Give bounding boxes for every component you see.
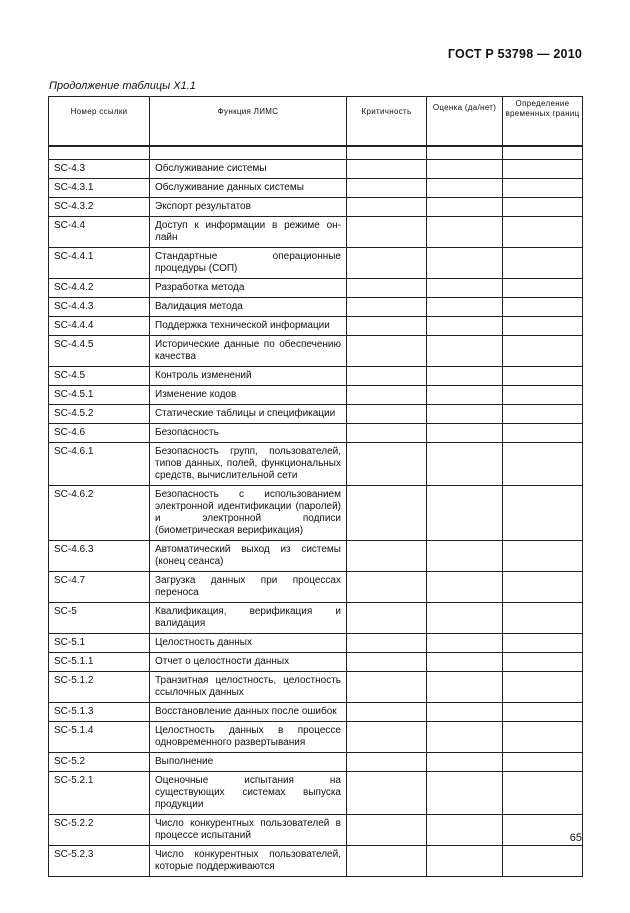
function-cell: Обслуживание системы bbox=[150, 160, 347, 179]
ref-number-cell: SC-5.1.2 bbox=[49, 672, 150, 703]
function-cell: Разработка метода bbox=[150, 279, 347, 298]
table-row bbox=[49, 424, 583, 443]
function-cell: Выполнение bbox=[150, 753, 347, 772]
criticality-cell[interactable] bbox=[347, 703, 427, 722]
separator-cell bbox=[347, 146, 427, 160]
table-row bbox=[49, 386, 583, 405]
time-bounds-cell[interactable] bbox=[503, 179, 583, 198]
table-row bbox=[49, 317, 583, 336]
ref-number-cell: SC-4.4.4 bbox=[49, 317, 150, 336]
ref-number-cell: SC-5.1.3 bbox=[49, 703, 150, 722]
time-bounds-cell[interactable] bbox=[503, 753, 583, 772]
criticality-cell[interactable] bbox=[347, 815, 427, 846]
ref-number-cell: SC-5 bbox=[49, 603, 150, 634]
evaluation-cell[interactable] bbox=[427, 336, 503, 367]
criticality-cell[interactable] bbox=[347, 753, 427, 772]
criticality-cell[interactable] bbox=[347, 846, 427, 877]
criticality-cell[interactable] bbox=[347, 634, 427, 653]
table-row bbox=[49, 703, 583, 722]
function-cell: Безопасность групп, пользователей, типов данных, полей, функциональных средств, вычислительной сети bbox=[150, 443, 347, 486]
evaluation-cell[interactable] bbox=[427, 541, 503, 572]
table-row bbox=[49, 336, 583, 367]
criticality-cell[interactable] bbox=[347, 217, 427, 248]
evaluation-cell[interactable] bbox=[427, 386, 503, 405]
table-row bbox=[49, 603, 583, 634]
ref-number-cell: SC-4.4.5 bbox=[49, 336, 150, 367]
criticality-cell[interactable] bbox=[347, 248, 427, 279]
table-row bbox=[49, 248, 583, 279]
table-row bbox=[49, 198, 583, 217]
criticality-cell[interactable] bbox=[347, 317, 427, 336]
time-bounds-cell[interactable] bbox=[503, 405, 583, 424]
table-row bbox=[49, 753, 583, 772]
table-row bbox=[49, 572, 583, 603]
table-body bbox=[49, 160, 583, 877]
criticality-cell[interactable] bbox=[347, 386, 427, 405]
time-bounds-cell[interactable] bbox=[503, 603, 583, 634]
function-cell: Безопасность с использованием электронной идентификации (паролей) и электронной подписи (биометрическая верификация) bbox=[150, 486, 347, 541]
evaluation-cell[interactable] bbox=[427, 248, 503, 279]
criticality-cell[interactable] bbox=[347, 653, 427, 672]
function-cell: Поддержка технической информации bbox=[150, 317, 347, 336]
criticality-cell[interactable] bbox=[347, 486, 427, 541]
table-caption: Продолжение таблицы X1.1 bbox=[49, 80, 196, 92]
ref-number-cell: SC-4.4.2 bbox=[49, 279, 150, 298]
ref-number-cell: SC-5.1.1 bbox=[49, 653, 150, 672]
ref-number-cell: SC-4.7 bbox=[49, 572, 150, 603]
ref-number-cell: SC-5.1 bbox=[49, 634, 150, 653]
ref-number-cell: SC-4.4.1 bbox=[49, 248, 150, 279]
time-bounds-cell[interactable] bbox=[503, 160, 583, 179]
table-row bbox=[49, 672, 583, 703]
time-bounds-cell[interactable] bbox=[503, 279, 583, 298]
column-header-function: Функция ЛИМС bbox=[150, 97, 347, 147]
function-cell: Контроль изменений bbox=[150, 367, 347, 386]
time-bounds-cell[interactable] bbox=[503, 486, 583, 541]
ref-number-cell: SC-4.6.1 bbox=[49, 443, 150, 486]
table-row bbox=[49, 179, 583, 198]
time-bounds-cell[interactable] bbox=[503, 248, 583, 279]
ref-number-cell: SC-4.5.1 bbox=[49, 386, 150, 405]
evaluation-cell[interactable] bbox=[427, 405, 503, 424]
time-bounds-cell[interactable] bbox=[503, 672, 583, 703]
evaluation-cell[interactable] bbox=[427, 367, 503, 386]
table-row bbox=[49, 367, 583, 386]
separator-cell bbox=[427, 146, 503, 160]
column-header-evaluation: Оценка (да/нет) bbox=[427, 97, 503, 147]
function-cell: Валидация метода bbox=[150, 298, 347, 317]
evaluation-cell[interactable] bbox=[427, 179, 503, 198]
criticality-cell[interactable] bbox=[347, 722, 427, 753]
time-bounds-cell[interactable] bbox=[503, 198, 583, 217]
criticality-cell[interactable] bbox=[347, 367, 427, 386]
table-row bbox=[49, 653, 583, 672]
time-bounds-cell[interactable] bbox=[503, 336, 583, 367]
criticality-cell[interactable] bbox=[347, 772, 427, 815]
column-header-ref: Номер ссылки bbox=[49, 97, 150, 147]
evaluation-cell[interactable] bbox=[427, 298, 503, 317]
table-header-row bbox=[49, 97, 583, 147]
table-row bbox=[49, 160, 583, 179]
criticality-cell[interactable] bbox=[347, 572, 427, 603]
function-cell: Целостность данных bbox=[150, 634, 347, 653]
evaluation-cell[interactable] bbox=[427, 217, 503, 248]
criticality-cell[interactable] bbox=[347, 179, 427, 198]
function-cell: Отчет о целостности данных bbox=[150, 653, 347, 672]
criticality-cell[interactable] bbox=[347, 672, 427, 703]
criticality-cell[interactable] bbox=[347, 336, 427, 367]
column-header-time-bounds: Определение временных границ bbox=[503, 97, 583, 147]
evaluation-cell[interactable] bbox=[427, 160, 503, 179]
ref-number-cell: SC-4.6 bbox=[49, 424, 150, 443]
separator-cell bbox=[503, 146, 583, 160]
ref-number-cell: SC-4.3.1 bbox=[49, 179, 150, 198]
table-row bbox=[49, 405, 583, 424]
time-bounds-cell[interactable] bbox=[503, 386, 583, 405]
time-bounds-cell[interactable] bbox=[503, 653, 583, 672]
evaluation-cell[interactable] bbox=[427, 753, 503, 772]
table-row bbox=[49, 722, 583, 753]
criticality-cell[interactable] bbox=[347, 424, 427, 443]
header-separator-row bbox=[49, 146, 583, 160]
time-bounds-cell[interactable] bbox=[503, 443, 583, 486]
ref-number-cell: SC-4.5.2 bbox=[49, 405, 150, 424]
separator-cell bbox=[150, 146, 347, 160]
table-row bbox=[49, 634, 583, 653]
ref-number-cell: SC-4.4.3 bbox=[49, 298, 150, 317]
table-row bbox=[49, 217, 583, 248]
time-bounds-cell[interactable] bbox=[503, 541, 583, 572]
time-bounds-cell[interactable] bbox=[503, 317, 583, 336]
ref-number-cell: SC-5.2.2 bbox=[49, 815, 150, 846]
function-cell: Изменение кодов bbox=[150, 386, 347, 405]
function-cell: Доступ к информации в режиме он-лайн bbox=[150, 217, 347, 248]
function-cell: Статические таблицы и спецификации bbox=[150, 405, 347, 424]
criticality-cell[interactable] bbox=[347, 603, 427, 634]
function-cell: Оценочные испытания на существующих системах выпуска продукции bbox=[150, 772, 347, 815]
column-header-criticality: Критичность bbox=[347, 97, 427, 147]
table-row bbox=[49, 541, 583, 572]
time-bounds-cell[interactable] bbox=[503, 424, 583, 443]
function-cell: Безопасность bbox=[150, 424, 347, 443]
time-bounds-cell[interactable] bbox=[503, 634, 583, 653]
ref-number-cell: SC-4.4 bbox=[49, 217, 150, 248]
criticality-cell[interactable] bbox=[347, 405, 427, 424]
function-cell: Стандартные операционные процедуры (СОП) bbox=[150, 248, 347, 279]
ref-number-cell: SC-5.2 bbox=[49, 753, 150, 772]
criticality-cell[interactable] bbox=[347, 198, 427, 217]
ref-number-cell: SC-5.1.4 bbox=[49, 722, 150, 753]
ref-number-cell: SC-4.3 bbox=[49, 160, 150, 179]
evaluation-cell[interactable] bbox=[427, 198, 503, 217]
table-row bbox=[49, 815, 583, 846]
function-cell: Целостность данных в процессе одновременного развертывания bbox=[150, 722, 347, 753]
ref-number-cell: SC-5.2.3 bbox=[49, 846, 150, 877]
criticality-cell[interactable] bbox=[347, 279, 427, 298]
ref-number-cell: SC-4.6.3 bbox=[49, 541, 150, 572]
time-bounds-cell[interactable] bbox=[503, 217, 583, 248]
evaluation-cell[interactable] bbox=[427, 603, 503, 634]
function-cell: Автоматический выход из системы (конец сеанса) bbox=[150, 541, 347, 572]
evaluation-cell[interactable] bbox=[427, 672, 503, 703]
ref-number-cell: SC-5.2.1 bbox=[49, 772, 150, 815]
table-row bbox=[49, 279, 583, 298]
function-cell: Восстановление данных после ошибок bbox=[150, 703, 347, 722]
evaluation-cell[interactable] bbox=[427, 653, 503, 672]
evaluation-cell[interactable] bbox=[427, 772, 503, 815]
time-bounds-cell[interactable] bbox=[503, 572, 583, 603]
criticality-cell[interactable] bbox=[347, 298, 427, 317]
evaluation-cell[interactable] bbox=[427, 443, 503, 486]
evaluation-cell[interactable] bbox=[427, 424, 503, 443]
evaluation-cell[interactable] bbox=[427, 722, 503, 753]
evaluation-cell[interactable] bbox=[427, 279, 503, 298]
function-cell: Квалификация, верификация и валидация bbox=[150, 603, 347, 634]
evaluation-cell[interactable] bbox=[427, 317, 503, 336]
time-bounds-cell[interactable] bbox=[503, 772, 583, 815]
time-bounds-cell[interactable] bbox=[503, 703, 583, 722]
table-row bbox=[49, 772, 583, 815]
evaluation-cell[interactable] bbox=[427, 572, 503, 603]
evaluation-cell[interactable] bbox=[427, 815, 503, 846]
ref-number-cell: SC-4.6.2 bbox=[49, 486, 150, 541]
function-cell: Исторические данные по обеспечению качества bbox=[150, 336, 347, 367]
time-bounds-cell[interactable] bbox=[503, 298, 583, 317]
ref-number-cell: SC-4.3.2 bbox=[49, 198, 150, 217]
time-bounds-cell[interactable] bbox=[503, 367, 583, 386]
function-cell: Экспорт результатов bbox=[150, 198, 347, 217]
evaluation-cell[interactable] bbox=[427, 634, 503, 653]
criticality-cell[interactable] bbox=[347, 160, 427, 179]
page-number: 65 bbox=[569, 832, 582, 844]
evaluation-cell[interactable] bbox=[427, 703, 503, 722]
standard-designation: ГОСТ Р 53798 — 2010 bbox=[447, 47, 582, 61]
function-cell: Число конкурентных пользователей, которые поддерживаются bbox=[150, 846, 347, 877]
criticality-cell[interactable] bbox=[347, 443, 427, 486]
table-row bbox=[49, 486, 583, 541]
time-bounds-cell[interactable] bbox=[503, 846, 583, 877]
function-cell: Число конкурентных пользователей в процессе испытаний bbox=[150, 815, 347, 846]
table-row bbox=[49, 443, 583, 486]
evaluation-cell[interactable] bbox=[427, 846, 503, 877]
time-bounds-cell[interactable] bbox=[503, 722, 583, 753]
evaluation-cell[interactable] bbox=[427, 486, 503, 541]
criticality-cell[interactable] bbox=[347, 541, 427, 572]
function-cell: Транзитная целостность, целостность ссылочных данных bbox=[150, 672, 347, 703]
lims-function-table bbox=[48, 96, 583, 877]
function-cell: Загрузка данных при процессах переноса bbox=[150, 572, 347, 603]
function-cell: Обслуживание данных системы bbox=[150, 179, 347, 198]
table-row bbox=[49, 846, 583, 877]
separator-cell bbox=[49, 146, 150, 160]
ref-number-cell: SC-4.5 bbox=[49, 367, 150, 386]
table-row bbox=[49, 298, 583, 317]
